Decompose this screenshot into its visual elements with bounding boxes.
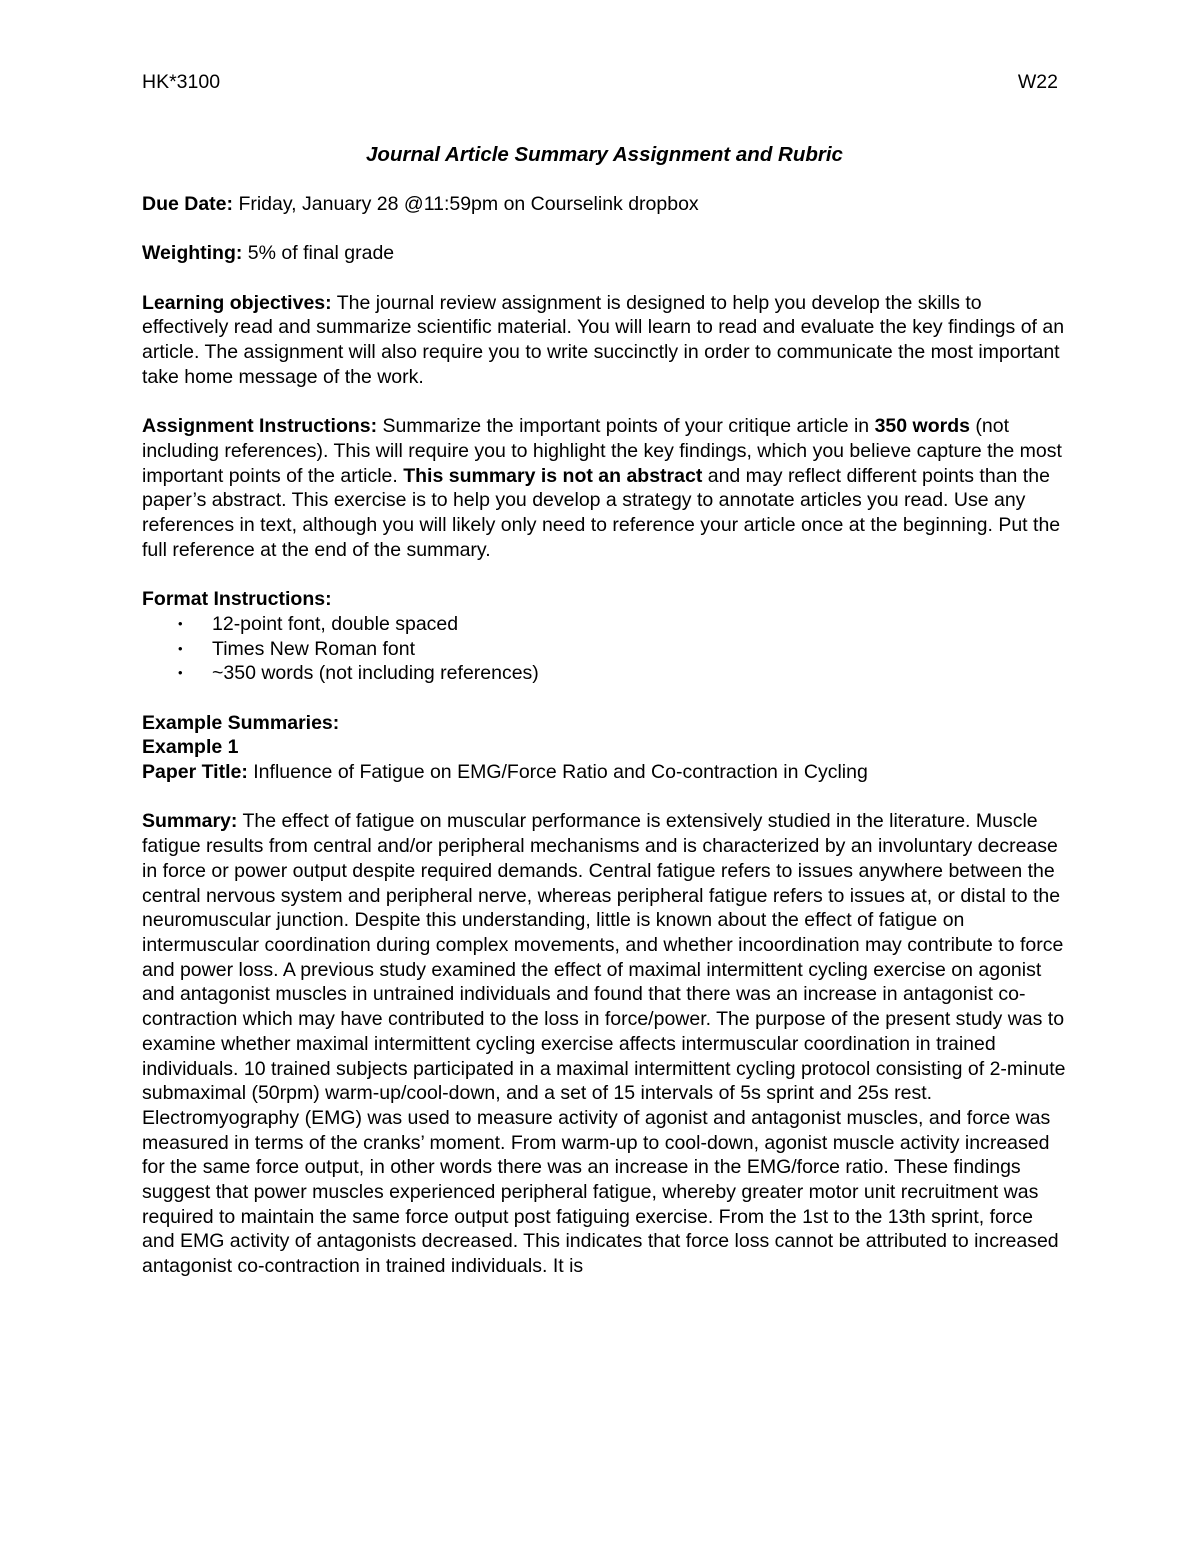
word-count-emphasis: 350 words [874, 415, 970, 438]
summary-paragraph [142, 809, 1067, 1278]
format-instructions-label: Format Instructions: [142, 588, 332, 611]
list-item-text: ~350 words (not including references) [212, 662, 539, 685]
list-item [142, 612, 1067, 637]
weighting-paragraph [142, 241, 1067, 266]
summary-text: The effect of fatigue on muscular performance is extensively studied in the literature. Muscle fatigue results from central and/or peripheral mechanisms and is characterized by an involuntary decrease in force or power output despite required demands. Central fatigue refers to issues anywhere between the central nervous system and peripheral nerve, whereas peripheral fatigue refers to issues at, or distal to the neuromuscular junction. Despite this understanding, little is known about the effect of fatigue on intermuscular coordination during complex movements, and whether incoordination may contribute to force and power loss. A previous study examined the effect of maximal intermittent cycling exercise on agonist and antagonist muscles in untrained individuals and found that there was an increase in antagonist co-contraction which may have contributed to the loss in force/power. The purpose of the present study was to examine whether maximal intermittent cycling exercise affects intermuscular coordination in trained individuals. 10 trained subjects participated in a maximal intermittent cycling protocol consisting of 2-minute submaximal (50rpm) warm-up/cool-down, and a set of 15 intervals of 5s sprint and 25s rest. Electromyography (EMG) was used to measure activity of agonist and antagonist muscles, and force was measured in terms of the cranks’ moment. From warm-up to cool-down, agonist muscle activity increased for the same force output, in other words there was an increase in the EMG/force ratio. These findings suggest that power muscles experienced peripheral fatigue, whereby greater motor unit recruitment was required to maintain the same force output post fatiguing exercise. From the 1st to the 13th sprint, force and EMG activity of antagonists decreased. This indicates that force loss cannot be attributed to increased antagonist co-contraction in trained individuals. It is [142, 810, 1066, 1278]
header-term: W22 [1017, 71, 1058, 93]
assignment-instructions-text-2: (not including references). This will require you to highlight the key findings, which you believe capture the most important points of the article. [142, 415, 1062, 487]
list-item [142, 637, 1067, 662]
assignment-instructions-label: Assignment Instructions: [142, 415, 378, 438]
document-title: Journal Article Summary Assignment and Rubric [366, 143, 843, 166]
format-instructions-list [142, 612, 1067, 686]
header-course-code: HK*3100 [142, 71, 221, 93]
list-item [142, 661, 1067, 686]
example-1-heading: Example 1 [142, 736, 239, 759]
learning-objectives-text: The journal review assignment is designed to help you develop the skills to effectively read and summarize scientific material. You will learn to read and evaluate the key findings of an article. The assignment will also require you to write succinctly in order to communicate the most important take home message of the work. [142, 291, 1065, 388]
bullet-icon: • [178, 665, 183, 681]
list-item-text: Times New Roman font [212, 637, 416, 660]
due-date-label: Due Date: [142, 193, 234, 215]
due-date-paragraph [142, 192, 1067, 217]
learning-objectives-paragraph [142, 291, 1067, 390]
example-summaries-heading: Example Summaries: [142, 711, 340, 734]
assignment-instructions-text-3: and may reflect different points than the paper’s abstract. This exercise is to help you develop a strategy to annotate articles you read. Use any references in text, although you will likely only need to reference your article once at the beginning. Put the full reference at the end of the summary. [142, 464, 1061, 561]
due-date-text: Friday, January 28 @11:59pm on Courselink dropbox [233, 193, 699, 215]
weighting-text: 5% of final grade [242, 242, 395, 265]
assignment-instructions-text-1: Summarize the important points of your critique article in [377, 415, 875, 438]
weighting-label: Weighting: [142, 242, 243, 265]
summary-label: Summary: [142, 810, 238, 833]
paper-title-text: Influence of Fatigue on EMG/Force Ratio and Co-contraction in Cycling [247, 761, 868, 784]
assignment-instructions-paragraph [142, 414, 1067, 562]
bullet-icon: • [178, 640, 183, 656]
not-abstract-emphasis: This summary is not an abstract [403, 464, 703, 487]
learning-objectives-label: Learning objectives: [142, 291, 332, 314]
paper-title-paragraph [142, 760, 1067, 785]
bullet-icon: • [178, 615, 183, 631]
paper-title-label: Paper Title: [142, 761, 248, 784]
list-item-text: 12-point font, double spaced [212, 612, 459, 635]
document-body [142, 143, 1067, 1279]
